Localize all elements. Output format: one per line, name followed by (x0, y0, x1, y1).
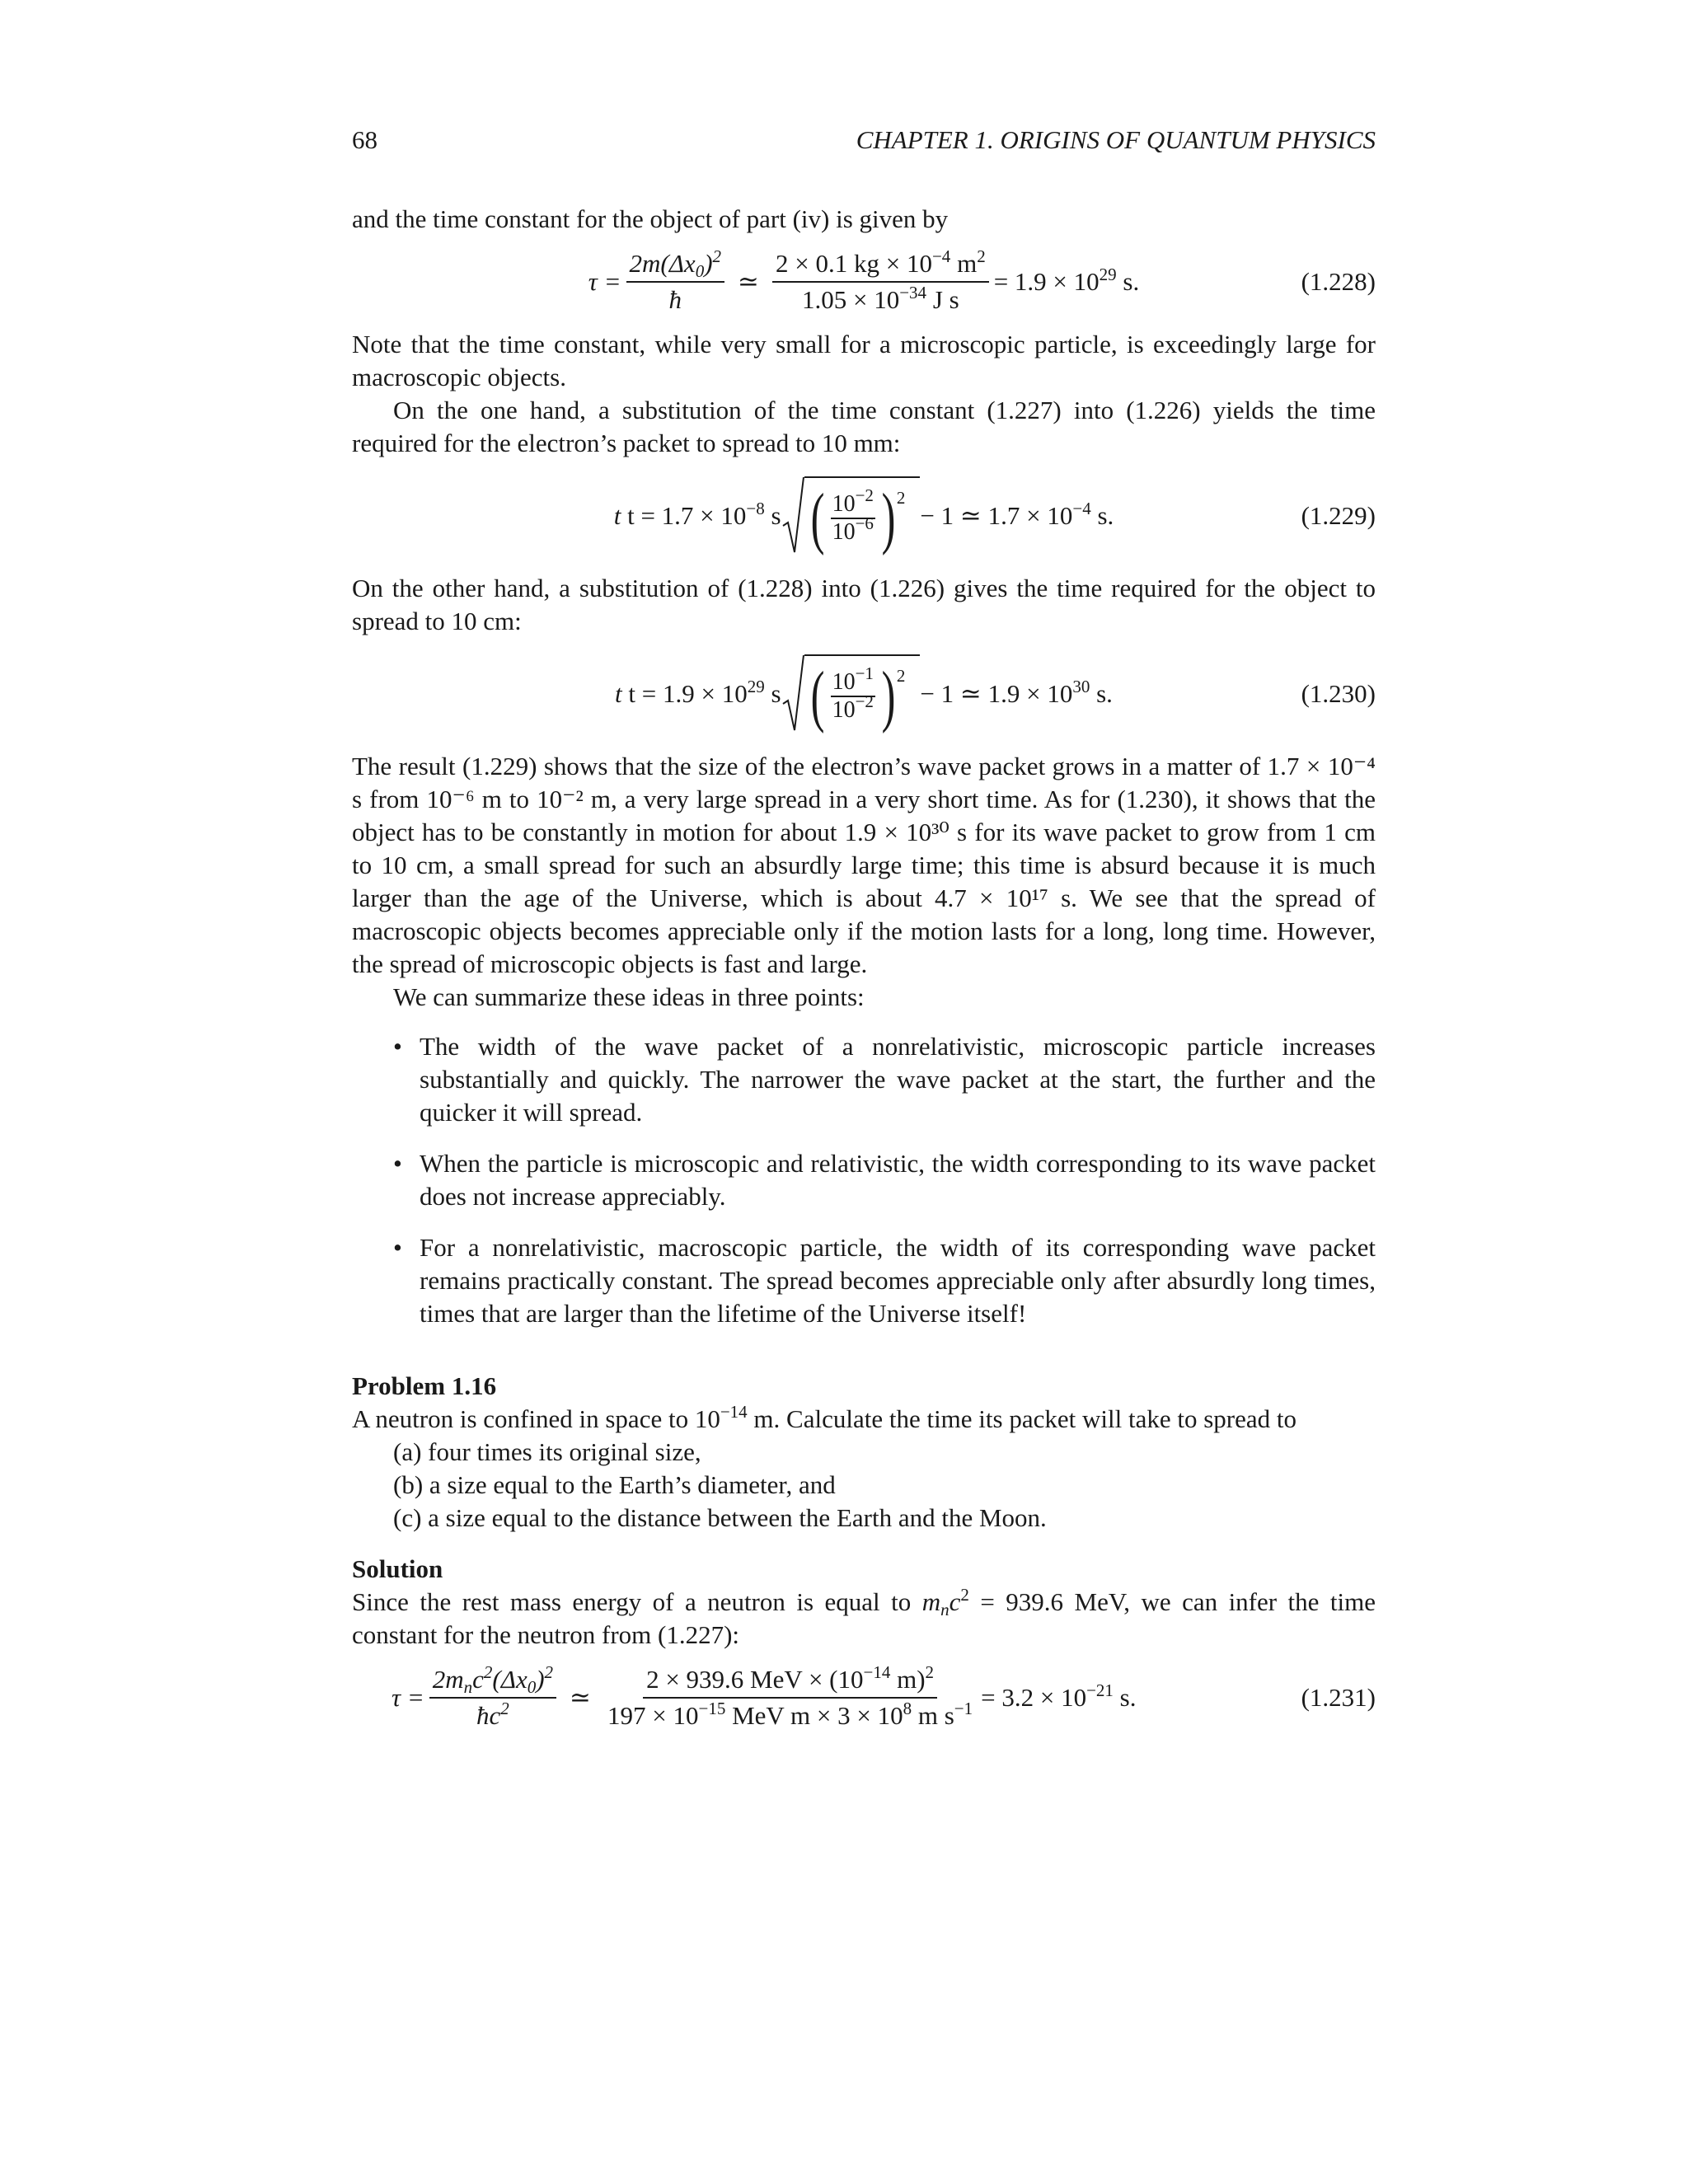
eq-lhs: t $t = 1.7 \times 10^{-8}$ s (613, 499, 781, 530)
book-page (352, 124, 1376, 1744)
eq-fraction: $\frac{2m(\Delta x_0)^2}{ħ}$ (626, 248, 725, 316)
eq-fraction: $\frac{2m_nc^2(\Delta x_0)^2}{ħc^2}$ (429, 1664, 556, 1732)
paragraph-other-hand: On the other hand, a substitution of (1.228) into (1.226) gives the time required for the object to spread to 10 cm: (352, 574, 1376, 635)
square-root: ( $\frac{10^{-2}}{10^{-6}}$ ) 2 (781, 476, 921, 555)
eq-lhs: τ = (392, 1683, 424, 1712)
square-root: ( $\frac{10^{-1}}{10^{-2}}$ ) 2 (781, 654, 921, 733)
equation-1-231: τ = $\frac{2m_nc^2(\Delta x_0)^2}{ħc^2}$ ≃ $\frac{2 \times 939.6 MeV \times (10^{-14} m)^2}{197 \times 10^{-15} MeV m \times 3 \times 10^8 m s^{-1}}$ = $3.2 \times 10^{-21}$ s. (1.231) (392, 1662, 1376, 1730)
equation-number: (1.230) (1301, 679, 1376, 708)
paragraph-note: Note that the time constant, while very small for a microscopic particle, is exceedingly large for macroscopic objects. (352, 330, 1376, 391)
equation-1-230 (352, 643, 1376, 745)
paragraph-one-hand: On the one hand, a substitution of the time constant (1.227) into (1.226) yields the time required for the electron’s packet to spread to 10 mm: (352, 396, 1376, 457)
solution-section (352, 1553, 1376, 1652)
bullet-icon: • (393, 1233, 402, 1262)
problem-section (352, 1370, 1376, 1535)
problem-part-c: (c) a size equal to the distance between the Earth and the Moon. (393, 1503, 1047, 1532)
eq-lhs: t $t = 1.9 \times 10^{29}$ s (615, 677, 781, 708)
bullet-icon: • (393, 1032, 402, 1061)
summary-list (352, 1030, 1376, 1330)
equation-number: (1.231) (1301, 1683, 1376, 1712)
paragraph-summary: We can summarize these ideas in three points: (393, 982, 865, 1011)
bullet-icon: • (393, 1149, 402, 1178)
problem-part-a: (a) four times its original size, (393, 1437, 701, 1466)
problem-part-b: (b) a size equal to the Earth’s diameter, and (393, 1470, 836, 1499)
list-item: • For a nonrelativistic, macroscopic particle, the width of its corresponding wave packet remains practically constant. The spread becomes appreciable only after absurdly long times, times that are larger than the lifetime of the Universe itself! (393, 1233, 1376, 1328)
page-number: 68 (352, 125, 377, 154)
solution-heading: Solution (352, 1554, 443, 1583)
eq-fraction: $\frac{2 \times 0.1 kg \times 10^{-4} m^2}{1.05 \times 10^{-34} J s}$ (772, 248, 989, 316)
eq-fraction: $\frac{2 \times 939.6 MeV \times (10^{-14} m)^2}{197 \times 10^{-15} MeV m \times 3 \times 10^8 m s^{-1}}$ (607, 1662, 973, 1730)
eq-result: − 1 ≃ $1.7 \times 10^{-4}$ s. (920, 499, 1114, 530)
radical-sign-icon (781, 654, 804, 733)
solution-text: Since the rest mass energy of a neutron is equal to $m_nc^2 = 939.6$ MeV, we can infer the time constant for the neutron from (1.227): (352, 1585, 1376, 1649)
radical-sign-icon (781, 476, 804, 555)
paragraph-result: The result (1.229) shows that the size of the electron’s wave packet grows in a matter of 1.7 × 10⁻⁴ s from 10⁻⁶ m to 10⁻² m, a very large spread in a very short time. As for (1.230), it shows that the object has to be constantly in motion for about 1.9 × 10³⁰ s for its wave packet to grow from 1 cm to 10 cm, a small spread for such an absurdly large time; this time is absurd because it is much larger than the age of the Universe, which is about 4.7 × 10¹⁷ s. We see that the spread of macroscopic objects becomes appreciable only if the motion lasts for a long, long time. However, the spread of microscopic objects is fast and large. (352, 752, 1376, 978)
list-item: • The width of the wave packet of a nonrelativistic, microscopic particle increases substantially and quickly. The narrower the wave packet at the start, the further and the quicker it will spread. (393, 1032, 1376, 1127)
chapter-title: CHAPTER 1. ORIGINS OF QUANTUM PHYSICS (856, 125, 1376, 154)
problem-statement: A neutron is confined in space to $10^{-14}$ m. Calculate the time its packet will take to spread to (352, 1402, 1296, 1433)
eq-result: = $3.2 \times 10^{-21}$ s. (981, 1680, 1137, 1712)
eq-result: = $1.9 \times 10^{29}$ s. (993, 265, 1140, 296)
eq-result: − 1 ≃ $1.9 \times 10^{30}$ s. (920, 677, 1113, 708)
running-header (352, 124, 1376, 158)
list-item: • When the particle is microscopic and relativistic, the width corresponding to its wave packet does not increase appreciably. (393, 1149, 1376, 1211)
paragraph-intro: and the time constant for the object of part (iv) is given by (352, 204, 949, 233)
equation-1-229 (352, 465, 1376, 567)
equation-number: (1.228) (1301, 267, 1376, 296)
problem-heading: Problem 1.16 (352, 1371, 497, 1400)
eq-lhs: τ = (588, 267, 621, 296)
equation-1-228: τ = $\frac{2m(\Delta x_0)^2}{ħ}$ ≃ $\frac{2 \times 0.1 kg \times 10^{-4} m^2}{1.05 \times 10^{-34} J s}$ = $1.9 \times 10^{29}$ s. (1.228) (588, 246, 1376, 314)
equation-number: (1.229) (1301, 501, 1376, 530)
